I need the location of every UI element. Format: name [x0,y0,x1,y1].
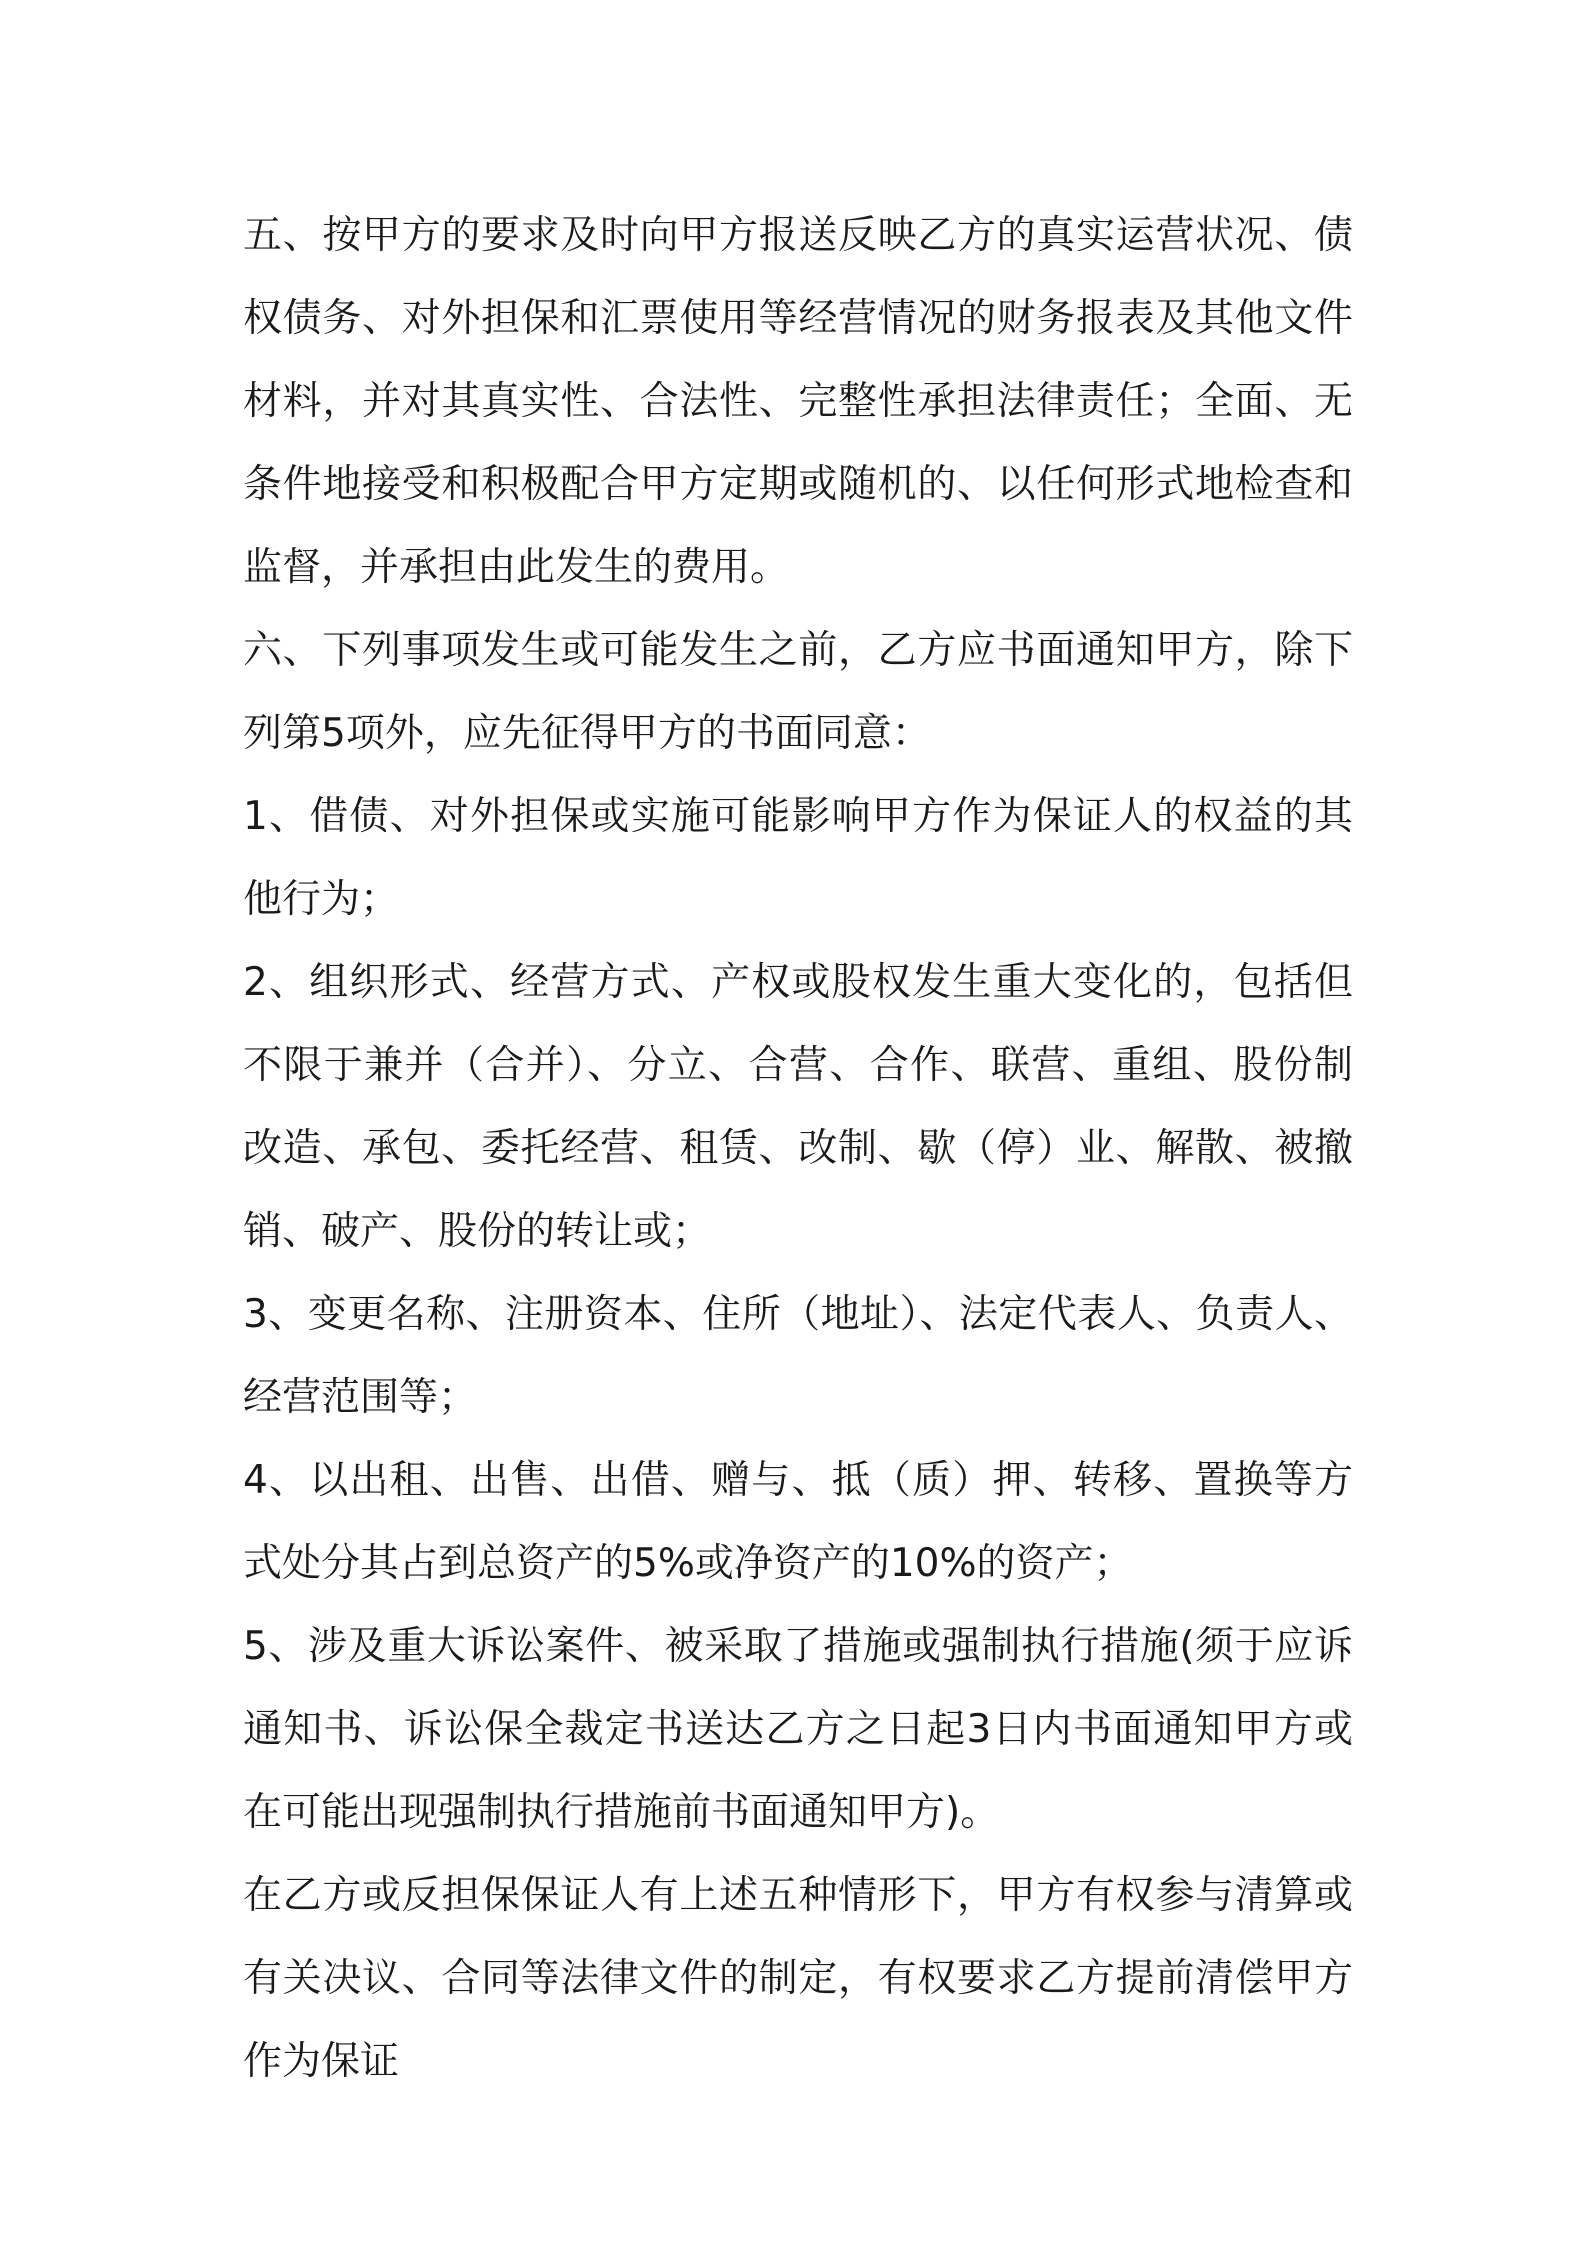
list-item-2-organizational-change: 2、组织形式、经营方式、产权或股权发生重大变化的，包括但不限于兼并（合并）、分立、合营、合作、联营、重组、股份制改造、承包、委托经营、租赁、改制、歇（停）业、解散、被撤销、破产、股份的转让或； [243,960,1353,1254]
paragraph-6-notification: 六、下列事项发生或可能发生之前，乙方应书面通知甲方，除下列第5项外，应先征得甲方的书面同意： [243,628,1353,756]
paragraph-creditor-rights: 在乙方或反担保保证人有上述五种情形下，甲方有权参与清算或有关决议、合同等法律文件的制定，有权要求乙方提前清偿甲方作为保证 [243,1873,1353,2084]
list-item-3-registration-change: 3、变更名称、注册资本、住所（地址）、法定代表人、负责人、经营范围等； [243,1292,1353,1420]
list-item-5-litigation: 5、涉及重大诉讼案件、被采取了措施或强制执行措施(须于应诉通知书、诉讼保全裁定书送达乙方之日起3日内书面通知甲方或在可能出现强制执行措施前书面通知甲方)。 [243,1624,1353,1835]
list-item-4-asset-disposal: 4、以出租、出售、出借、赠与、抵（质）押、转移、置换等方式处分其占到总资产的5%或净资产的10%的资产； [243,1458,1353,1586]
paragraph-5-report-obligation: 五、按甲方的要求及时向甲方报送反映乙方的真实运营状况、债权债务、对外担保和汇票使用等经营情况的财务报表及其他文件材料，并对其真实性、合法性、完整性承担法律责任；全面、无条件地接受和积极配合甲方定期或随机的、以任何形式地检查和监督，并承担由此发生的费用。 [243,213,1353,590]
list-item-1-borrowing: 1、借债、对外担保或实施可能影响甲方作为保证人的权益的其他行为； [243,794,1353,922]
document-body [243,194,1353,2103]
